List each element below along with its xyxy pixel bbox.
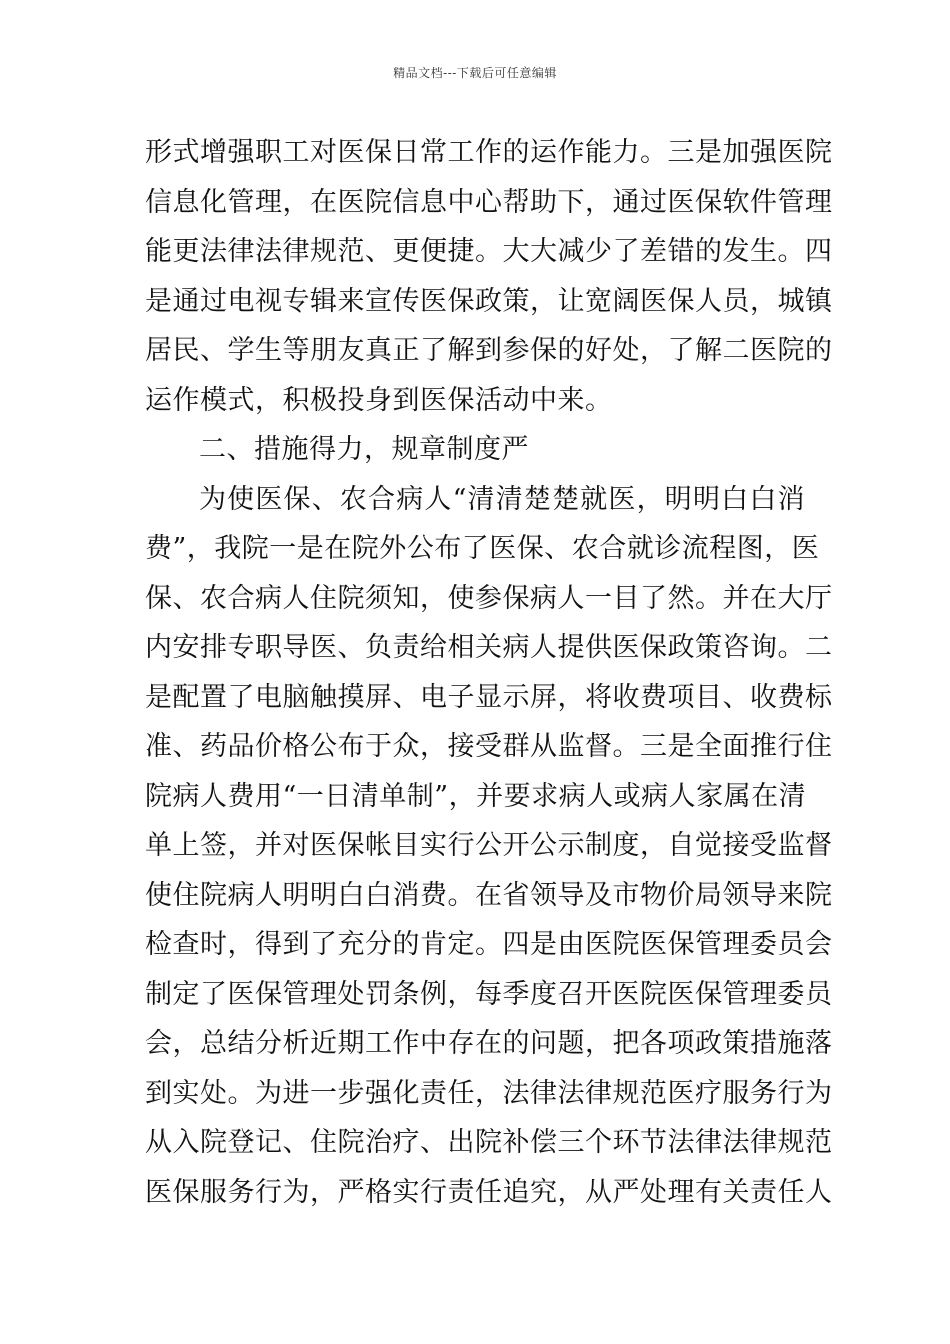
paragraph-1 bbox=[145, 128, 833, 425]
text-line: 院病人费用“一日清单制”，并要求病人或病人家属在清 bbox=[145, 780, 807, 812]
text-line: 制定了医保管理处罚条例，每季度召开医院医保管理委员 bbox=[145, 978, 833, 1010]
text-line: 运作模式，积极投身到医保活动中来。 bbox=[145, 384, 613, 416]
text-line: 到实处。为进一步强化责任，法律法律规范医疗服务行为 bbox=[145, 1077, 833, 1109]
text-line: 是通过电视专辑来宣传医保政策，让宽阔医保人员，城镇 bbox=[145, 285, 833, 317]
paragraph-2 bbox=[145, 475, 833, 1218]
document-body bbox=[145, 128, 833, 1217]
text-line: 费”，我院一是在院外公布了医保、农合就诊流程图，医 bbox=[145, 533, 820, 564]
text-line: 形式增强职工对医保日常工作的运作能力。三是加强医院 bbox=[145, 137, 833, 168]
text-line: 为使医保、农合病人“清清楚楚就医，明明白白消 bbox=[199, 483, 805, 515]
text-line: 准、药品价格公布于众，接受群从监督。三是全面推行住 bbox=[145, 731, 833, 762]
text-line: 使住院病人明明白白消费。在省领导及市物价局领导来院 bbox=[145, 879, 833, 911]
text-line: 居民、学生等朋友真正了解到参保的好处，了解二医院的 bbox=[145, 335, 833, 366]
section-heading: 二、措施得力，规章制度严 bbox=[199, 434, 529, 465]
page-header: 精品文档---下载后可任意编辑 bbox=[393, 66, 557, 80]
text-line: 从入院登记、住院治疗、出院补偿三个环节法律法律规范 bbox=[145, 1127, 833, 1158]
text-line: 检查时，得到了充分的肯定。四是由医院医保管理委员会 bbox=[145, 929, 833, 960]
text-line: 能更法律法律规范、更便捷。大大减少了差错的发生。四 bbox=[145, 236, 833, 267]
text-line: 保、农合病人住院须知，使参保病人一目了然。并在大厅 bbox=[145, 582, 833, 614]
text-line: 单上签，并对医保帐目实行公开公示制度，自觉接受监督 bbox=[145, 830, 833, 861]
text-line: 是配置了电脑触摸屏、电子显示屏，将收费项目、收费标 bbox=[145, 681, 833, 713]
text-line: 会，总结分析近期工作中存在的问题，把各项政策措施落 bbox=[145, 1028, 833, 1059]
text-line: 信息化管理，在医院信息中心帮助下，通过医保软件管理 bbox=[145, 186, 833, 218]
text-line: 内安排专职导医、负责给相关病人提供医保政策咨询。二 bbox=[145, 632, 833, 663]
text-line: 医保服务行为，严格实行责任追究，从严处理有关责任人 bbox=[145, 1176, 833, 1208]
